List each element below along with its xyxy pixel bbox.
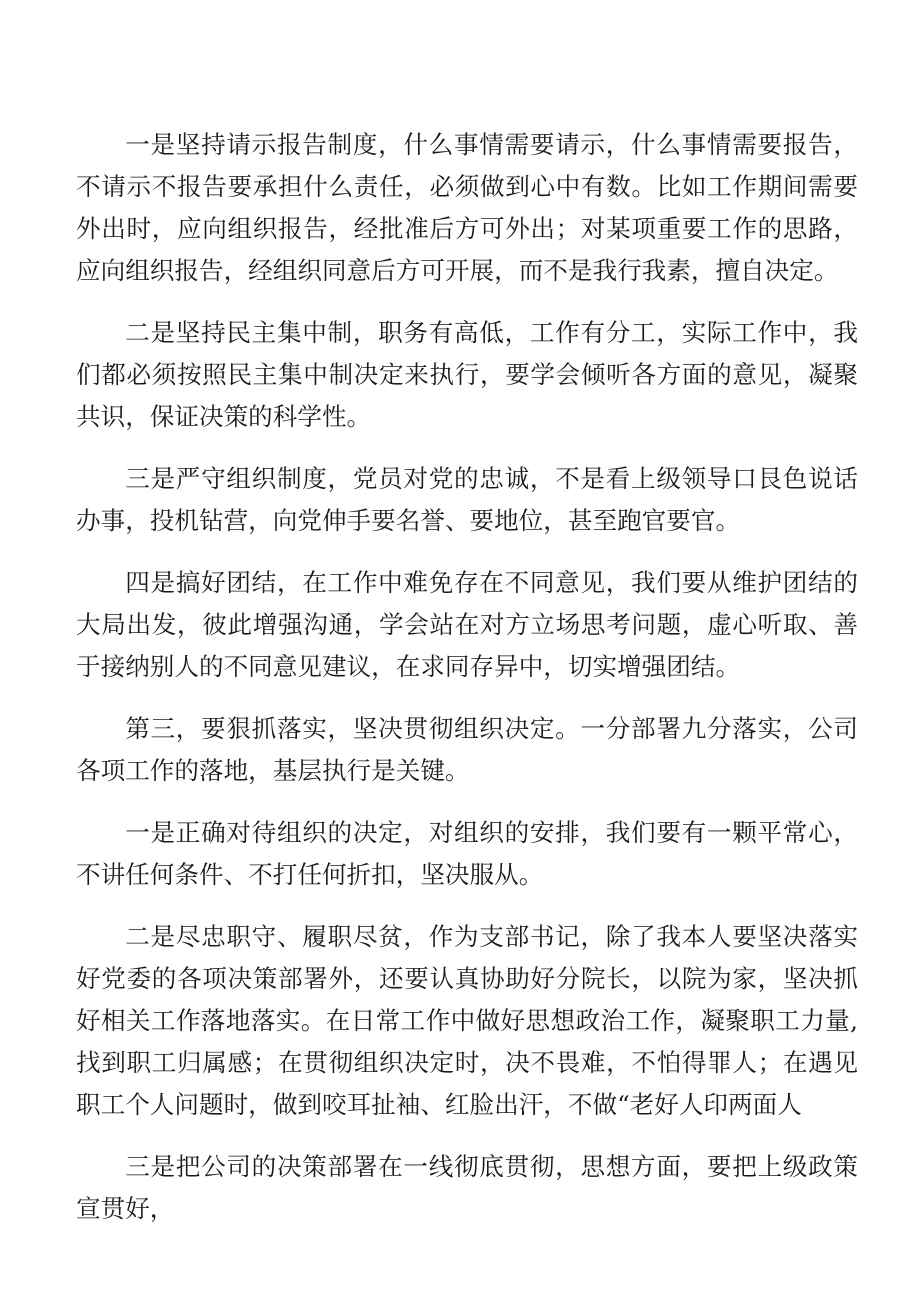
paragraph-6: 一是正确对待组织的决定，对组织的安排，我们要有一颗平常心，不讲任何条件、不打任何折扣，坚决服从。 [76,818,858,889]
paragraph-2: 二是坚持民主集中制，职务有高低，工作有分工，实际工作中，我们都必须按照民主集中制决定来执行，要学会倾听各方面的意见，凝聚共识，保证决策的科学性。 [76,318,858,431]
paragraph-5: 第三，要狠抓落实，坚决贯彻组织决定。一分部署九分落实，公司各项工作的落地，基层执行是关键。 [76,714,858,785]
paragraph-7: 二是尽忠职守、履职尽贫，作为支部书记，除了我本人要坚决落实好党委的各项决策部署外，还要认真协助好分院长，以院为家，坚决抓好相关工作落地落实。在日常工作中做好思想政治工作，凝聚职工力量,找到职工归属感；在贯彻组织决定时，决不畏难，不怕得罪人；在遇见职工个人问题时，做到咬耳扯袖、红脸出汗，不做“老好人印两面人 [76,922,858,1119]
paragraph-1: 一是坚持请示报告制度，什么事情需要请示，什么事情需要报告，不请示不报告要承担什么责任，必须做到心中有数。比如工作期间需要外出时，应向组织报告，经批准后方可外出；对某项重要工作的思路，应向组织报告，经组织同意后方可开展，而不是我行我素，擅自决定。 [76,130,858,285]
paragraph-8: 三是把公司的决策部署在一线彻底贯彻，思想方面，要把上级政策宣贯好， [76,1152,858,1223]
paragraph-4: 四是搞好团结，在工作中难免存在不同意见，我们要从维护团结的大局出发，彼此增强沟通，学会站在对方立场思考问题，虚心听取、善于接纳别人的不同意见建议，在求同存异中，切实增强团结。 [76,568,858,681]
paragraph-3: 三是严守组织制度，党员对党的忠诚，不是看上级领导口艮色说话办事，投机钻营，向党伸手要名誉、要地位，甚至跑官要官。 [76,464,858,535]
document-body [76,124,858,1250]
